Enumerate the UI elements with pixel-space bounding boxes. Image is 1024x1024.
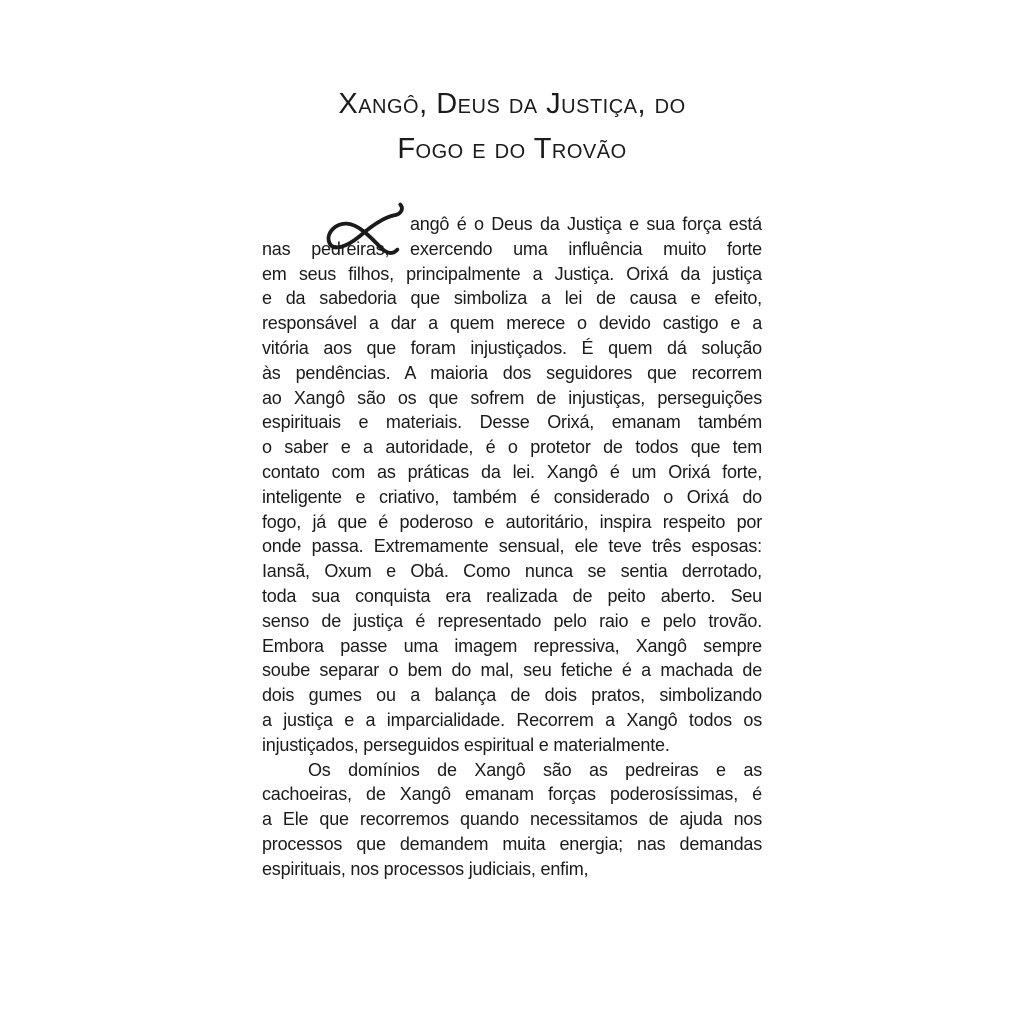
text-line: o saber e a autoridade, é o protetor de todos que tem <box>262 437 762 458</box>
text-line: Iansã, Oxum e Obá. Como nunca se sentia derrotado, <box>262 561 762 582</box>
text-line: responsável a dar a quem merece o devido castigo e a <box>262 313 762 334</box>
text-line: contato com as práticas da lei. Xangô é um Orixá forte, <box>262 461 762 482</box>
text-line: ao Xangô são os que sofrem de injustiças, perseguições <box>262 387 762 408</box>
text-line: em seus filhos, principalmente a Justiça. Orixá da justiça <box>262 263 762 284</box>
chapter-title <box>262 82 762 172</box>
text-line: processos que demandem muita energia; nas demandas <box>262 833 762 854</box>
text-line: senso de justiça é representado pelo raio e pelo trovão. <box>262 610 762 631</box>
text-line: inteligente e criativo, também é considerado o Orixá do <box>262 486 762 507</box>
text-line: angô é o Deus da Justiça e sua força está <box>410 214 762 234</box>
chapter-title-line-2: Fogo e do Trovão <box>397 133 627 165</box>
text-line: espirituais, nos processos judiciais, enfim, <box>262 858 589 879</box>
text-line: a justiça e a imparcialidade. Recorrem a Xangô todos os <box>262 709 762 730</box>
text-line: onde passa. Extremamente sensual, ele teve três esposas: <box>262 536 762 557</box>
text-line: a Ele que recorremos quando necessitamos de ajuda nos <box>262 809 762 830</box>
text-line: Embora passe uma imagem repressiva, Xangô sempre <box>262 635 762 656</box>
drop-cap-stroke <box>329 205 402 253</box>
text-line: espirituais e materiais. Desse Orixá, emanam também <box>262 412 762 433</box>
text-line: às pendências. A maioria dos seguidores que recorrem <box>262 362 762 383</box>
text-line: injustiçados, perseguidos espiritual e materialmente. <box>262 734 670 755</box>
text-line: nas pedreiras, exercendo uma influência muito forte <box>262 238 762 259</box>
text-line: cachoeiras, de Xangô emanam forças poderosíssimas, é <box>262 784 762 805</box>
text-line: dois gumes ou a balança de dois pratos, simbolizando <box>262 685 762 706</box>
body-text-lines <box>262 212 762 882</box>
text-line: vitória aos que foram injustiçados. É quem dá solução <box>262 337 762 358</box>
text-line: toda sua conquista era realizada de peito aberto. Seu <box>262 585 762 606</box>
text-line: fogo, já que é poderoso e autoritário, inspira respeito por <box>262 511 762 532</box>
chapter-title-line-1: Xangô, Deus da Justiça, do <box>338 88 686 120</box>
text-line: Os domínios de Xangô são as pedreiras e as <box>308 759 762 780</box>
drop-cap-x <box>324 198 408 260</box>
text-line: e da sabedoria que simboliza a lei de causa e efeito, <box>262 288 762 309</box>
body-text <box>262 212 762 882</box>
text-line: soube separar o bem do mal, seu fetiche é a machada de <box>262 660 762 681</box>
